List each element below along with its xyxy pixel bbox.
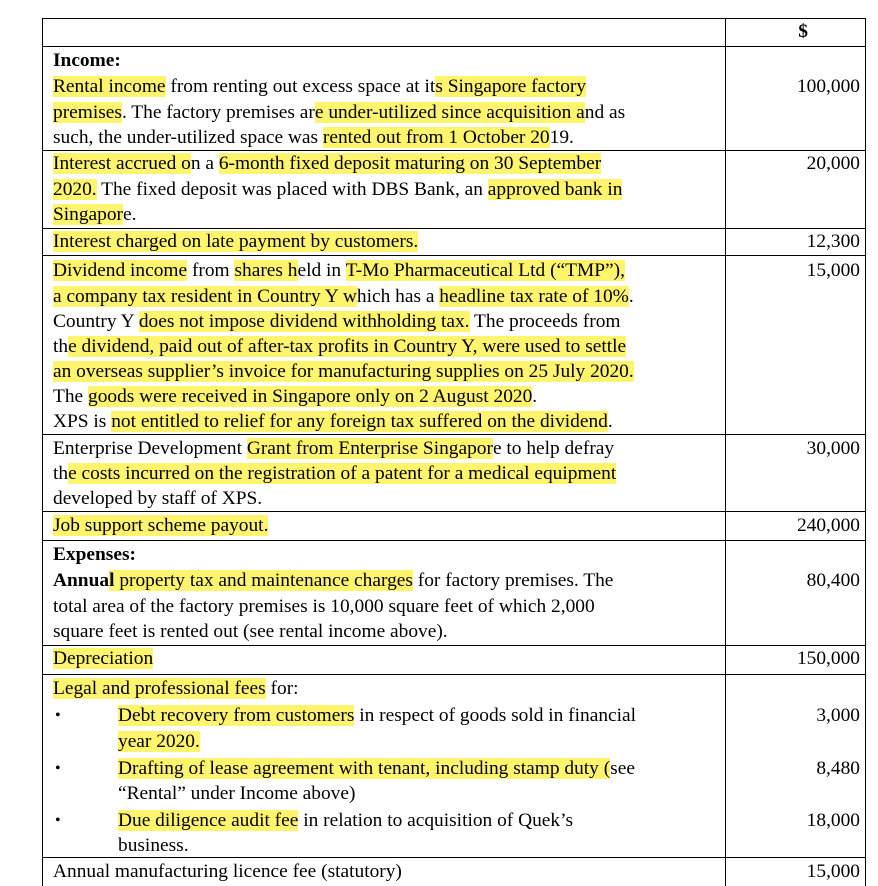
depreciation-line: Depreciation [53, 648, 154, 669]
bullet: • [55, 760, 61, 777]
legal-item-amount: 3,000 [816, 705, 860, 726]
legal-item-amount: 18,000 [806, 810, 860, 831]
row-rule [42, 674, 866, 675]
row-rule [42, 255, 866, 256]
legal-item-amount: 8,480 [816, 758, 860, 779]
row-rule [42, 18, 866, 19]
currency-header: $ [798, 21, 808, 42]
grant-line: Enterprise Development Grant from Enterprise Singapore to help defray [53, 438, 615, 459]
row-rule [42, 540, 866, 541]
legal-fees-intro: Legal and professional fees for: [53, 678, 299, 699]
bullet: • [55, 707, 61, 724]
interest-fd-amount: 20,000 [806, 153, 860, 174]
property-tax-line: total area of the factory premises is 10,000 square feet of which 2,000 [53, 596, 595, 617]
income-expense-table [42, 18, 866, 886]
rental-line: premises. The factory premises are under-utilized since acquisition and as [53, 102, 626, 123]
rental-line: Rental income from renting out excess space at its Singapore factory [53, 76, 587, 97]
interest-fd-line: Singapore. [53, 204, 137, 225]
dividend-line: an overseas supplier’s invoice for manufacturing supplies on 25 July 2020. [53, 361, 634, 382]
jss-line: Job support scheme payout. [53, 515, 269, 536]
rental-line: such, the under-utilized space was rented out from 1 October 2019. [53, 127, 574, 148]
legal-item-line: Drafting of lease agreement with tenant, including stamp duty (see [118, 758, 635, 779]
bullet: • [55, 812, 61, 829]
legal-item-line: Debt recovery from customers in respect of goods sold in financial [118, 705, 637, 726]
property-tax-line: square feet is rented out (see rental income above). [53, 621, 448, 642]
legal-item-line: Due diligence audit fee in relation to acquisition of Quek’s [118, 810, 574, 831]
grant-line: the costs incurred on the registration of a patent for a medical equipment [53, 463, 617, 484]
dividend-line: a company tax resident in Country Y which has a headline tax rate of 10%. [53, 286, 634, 307]
row-rule [42, 645, 866, 646]
legal-item-line: year 2020. [118, 731, 200, 752]
dividend-amount: 15,000 [806, 260, 860, 281]
grant-line: developed by staff of XPS. [53, 488, 263, 509]
property-tax-amount: 80,400 [806, 570, 860, 591]
dividend-line: the dividend, paid out of after-tax profits in Country Y, were used to settle [53, 336, 627, 357]
legal-item-line: business. [118, 835, 189, 856]
dividend-line: The goods were received in Singapore only on 2 August 2020. [53, 386, 538, 407]
grant-amount: 30,000 [806, 438, 860, 459]
table-right-border [865, 18, 866, 886]
property-tax-line: Annual property tax and maintenance charges for factory premises. The [53, 570, 614, 591]
jss-amount: 240,000 [796, 515, 860, 536]
table-left-border [42, 18, 43, 886]
late-payment-amount: 12,300 [806, 231, 860, 252]
legal-item-line: “Rental” under Income above) [118, 783, 356, 804]
interest-fd-line: Interest accrued on a 6-month fixed deposit maturing on 30 September [53, 153, 602, 174]
income-heading: Income: [53, 50, 121, 71]
row-rule [42, 46, 866, 47]
dividend-line: Dividend income from shares held in T-Mo Pharmaceutical Ltd (“TMP”), [53, 260, 625, 281]
column-divider [725, 18, 726, 886]
dividend-line: XPS is not entitled to relief for any foreign tax suffered on the dividend. [53, 411, 613, 432]
depreciation-amount: 150,000 [796, 648, 860, 669]
late-payment-line: Interest charged on late payment by customers. [53, 231, 419, 252]
licence-fee-amount: 15,000 [806, 861, 860, 882]
rental-amount: 100,000 [796, 76, 860, 97]
interest-fd-line: 2020. The fixed deposit was placed with DBS Bank, an approved bank in [53, 179, 623, 200]
dividend-line: Country Y does not impose dividend withholding tax. The proceeds from [53, 311, 621, 332]
expenses-heading: Expenses: [53, 544, 136, 565]
licence-fee-line: Annual manufacturing licence fee (statutory) [53, 861, 402, 882]
